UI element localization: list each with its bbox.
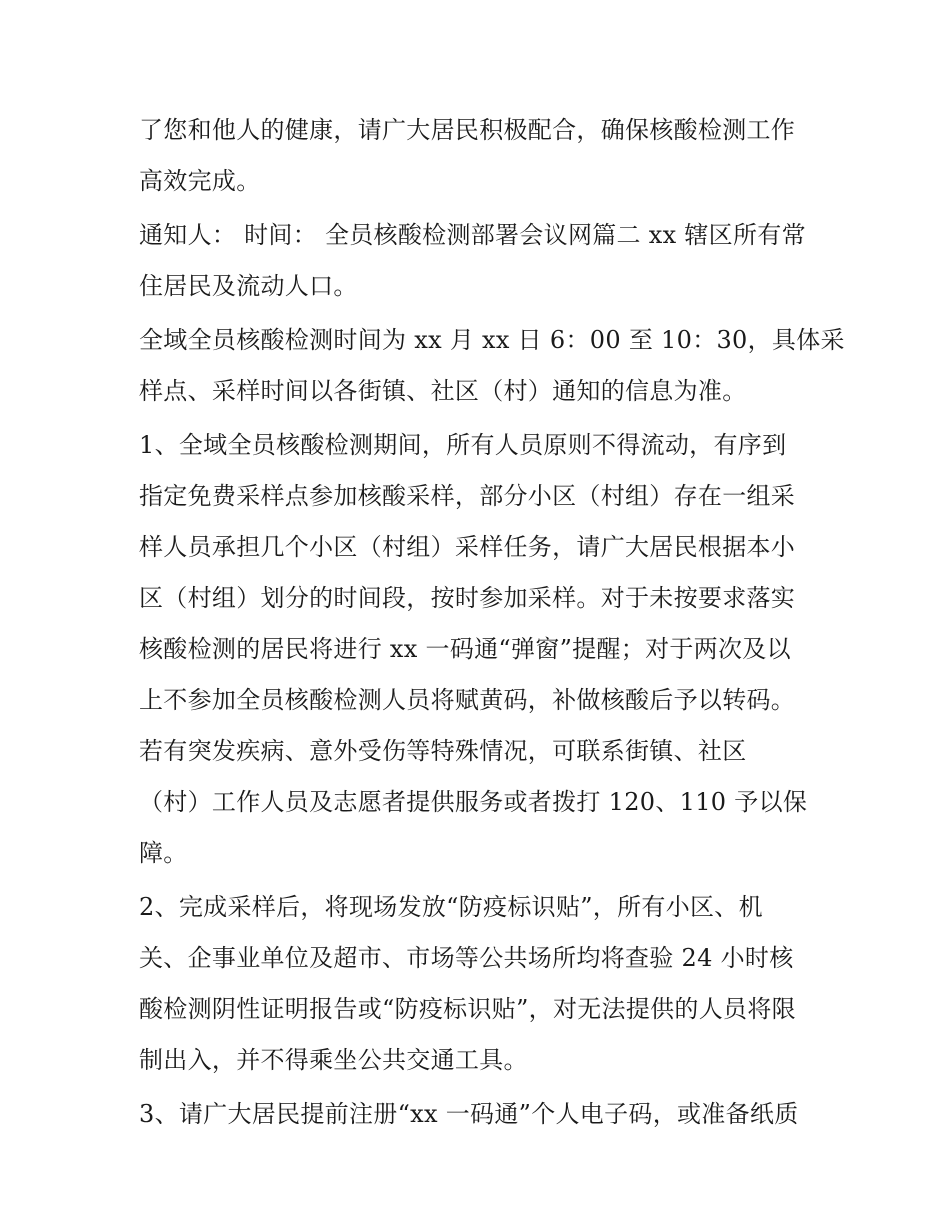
text-line: 关、企事业单位及超市、市场等公共场所均将查验 24 小时核	[139, 944, 794, 972]
text-line: 高效完成。	[139, 167, 261, 195]
text-line: 全域全员核酸检测时间为 xx 月 xx 日 6：00 至 10：30，具体采	[139, 326, 845, 354]
text-line: 若有突发疾病、意外受伤等特殊情况，可联系街镇、社区	[139, 737, 747, 765]
text-line: 3、请广大居民提前注册“xx 一码通”个人电子码，或准备纸质	[139, 1100, 799, 1128]
text-line: 1、全域全员核酸检测期间，所有人员原则不得流动，有序到	[139, 431, 787, 459]
text-line: 指定免费采样点参加核酸采样，部分小区（村组）存在一组采	[139, 482, 796, 510]
text-line: 样人员承担几个小区（村组）采样任务，请广大居民根据本小	[139, 533, 796, 561]
text-line: 障。	[139, 839, 188, 867]
text-line: 区（村组）划分的时间段，按时参加采样。对于未按要求落实	[139, 584, 796, 612]
text-line: 住居民及流动人口。	[139, 272, 358, 300]
document-body	[139, 107, 845, 1142]
text-line: 2、完成采样后，将现场发放“防疫标识贴”，所有小区、机	[139, 893, 763, 921]
text-line: 样点、采样时间以各街镇、社区（村）通知的信息为准。	[139, 377, 747, 405]
text-line: 酸检测阴性证明报告或“防疫标识贴”，对无法提供的人员将限	[139, 995, 796, 1023]
text-line: 核酸检测的居民将进行 xx 一码通“弹窗”提醒；对于两次及以	[139, 635, 791, 663]
text-line: 制出入，并不得乘坐公共交通工具。	[139, 1046, 528, 1074]
text-line: 上不参加全员核酸检测人员将赋黄码，补做核酸后予以转码。	[139, 686, 796, 714]
text-line: 通知人： 时间： 全员核酸检测部署会议网篇二 xx 辖区所有常	[139, 221, 806, 249]
text-line: 了您和他人的健康，请广大居民积极配合，确保核酸检测工作	[139, 116, 796, 144]
text-line: （村）工作人员及志愿者提供服务或者拨打 120、110 予以保	[139, 788, 808, 816]
